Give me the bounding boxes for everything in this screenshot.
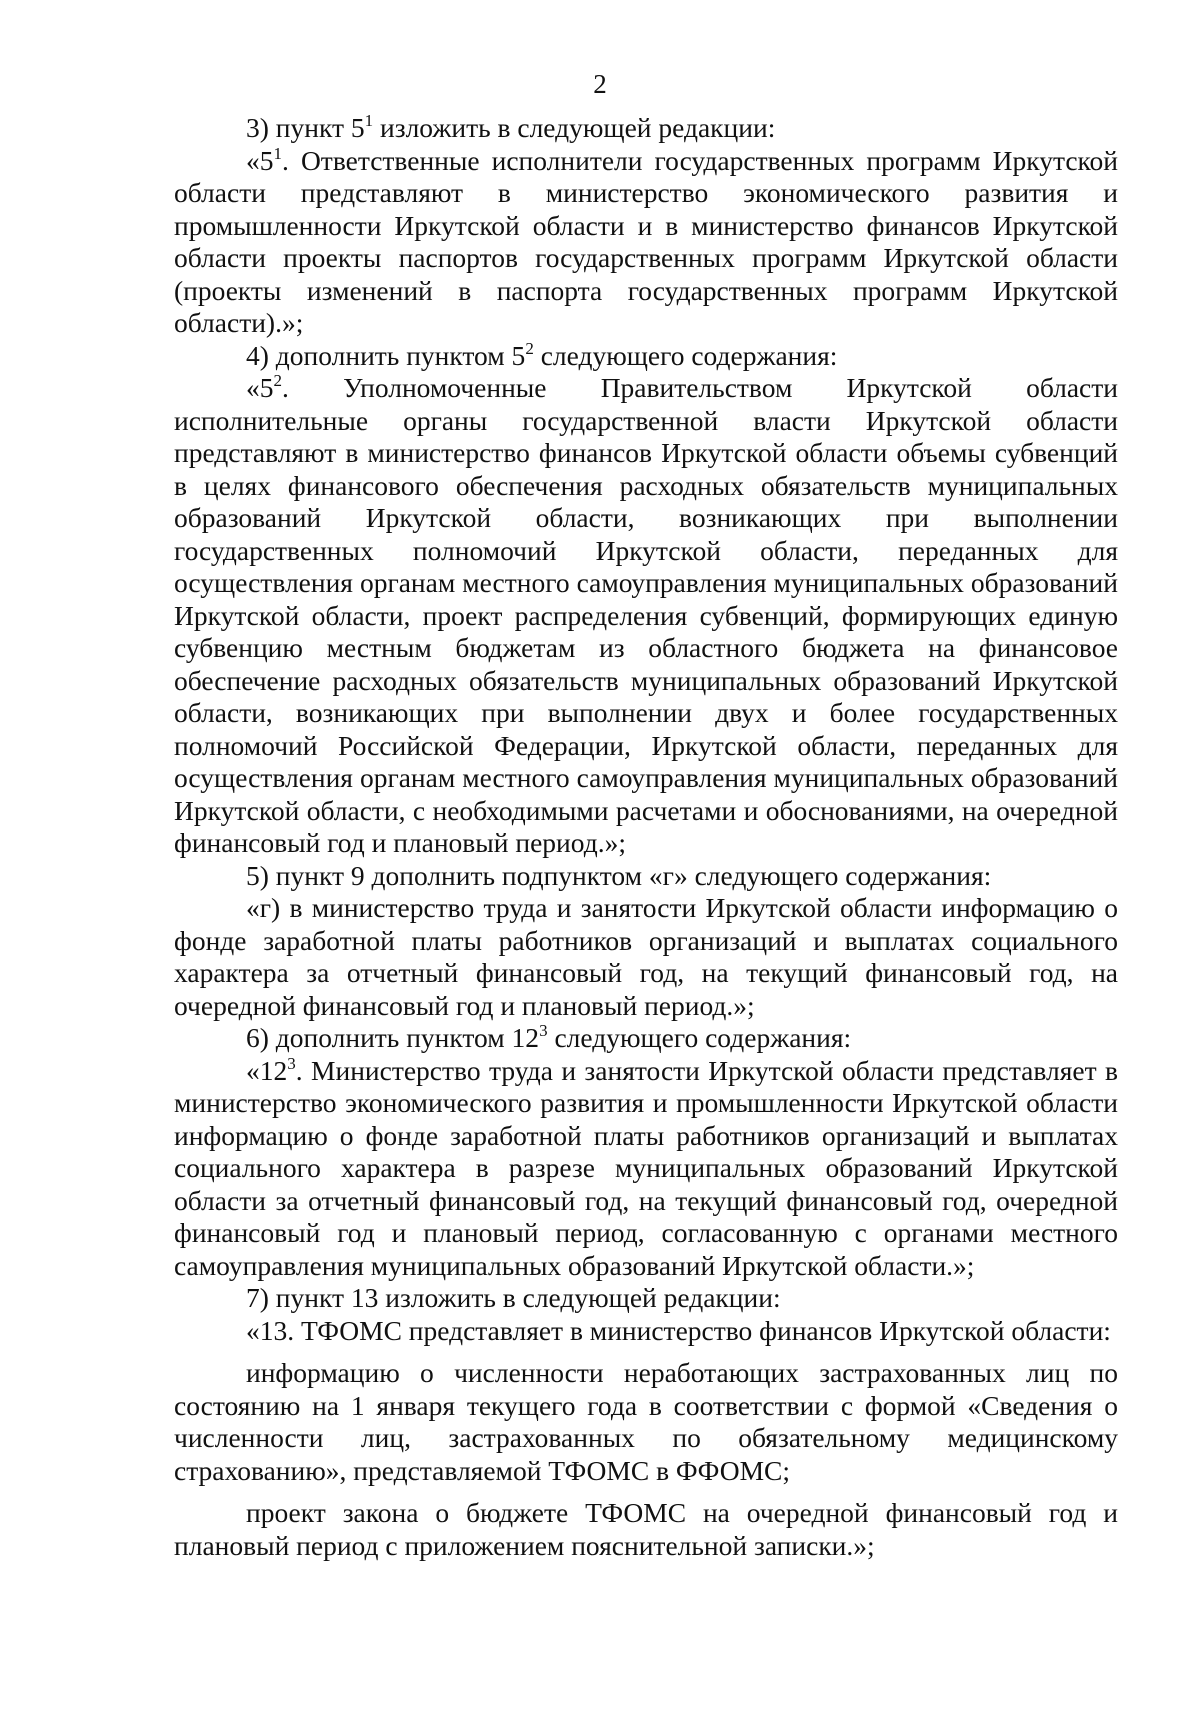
- paragraph-item-3: 3) пункт $5^1$ изложить в следующей редакции:: [246, 111, 776, 143]
- paragraph-item-13-text: «13. ТФОМС представляет в министерство финансов Иркутской области:: [246, 1314, 1111, 1346]
- paragraph-item-6: 6) дополнить пунктом $12^3$ следующего содержания:: [246, 1021, 852, 1053]
- paragraph-insured-info: информацию о численности неработающих застрахованных лиц по состоянию на 1 января текущего года в соответствии с формой «Сведения о численности лиц, застрахованных по обязательному медицинскому страхованию», представляемой ТФОМС в ФФОМС;: [174, 1357, 1118, 1486]
- paragraph-item-5: 5) пункт 9 дополнить подпунктом «г» следующего содержания:: [246, 859, 992, 891]
- document-body: [174, 112, 1118, 1562]
- page-number: 2: [593, 69, 607, 99]
- paragraph-budget-draft: проект закона о бюджете ТФОМС на очередной финансовый год и плановый период с приложением пояснительной записки.»;: [174, 1497, 1118, 1561]
- paragraph-item-4: 4) дополнить пунктом $5^2$ следующего содержания:: [246, 338, 838, 371]
- paragraph-item-7: 7) пункт 13 изложить в следующей редакции:: [246, 1282, 781, 1313]
- paragraph-item-5-2-text: «$5^2$. Уполномоченные Правительством Иркутской области исполнительные органы государственной власти Иркутской области представляют в министерство финансов Иркутской области объемы субвенций в целях финансового обеспечения расходных обязательств муниципальных образований Иркутской области, возникающих при выполнении государственных полномочий Иркутской области, переданных для осуществления органам местного самоуправления муниципальных образований Иркутской области, проект распределения субвенций, формирующих единую субвенцию местным бюджетам из областного бюджета на финансовое обеспечение расходных обязательств муниципальных образований Иркутской области, возникающих при выполнении двух и более государственных полномочий Российской Федерации, Иркутской области, переданных для осуществления органам местного самоуправления муниципальных образований Иркутской области, с необходимыми расчетами и обоснованиями, на очередной финансовый год и плановый период.»;: [174, 371, 1118, 858]
- paragraph-item-5-1-text: «$5^1$. Ответственные исполнители государственных программ Иркутской области представляют в министерство экономического развития и промышленности Иркутской области и в министерство финансов Иркутской области проекты паспортов государственных программ Иркутской области (проекты изменений в паспорта государственных программ Иркутской области).»;: [174, 143, 1118, 338]
- paragraph-item-12-3-text: «$12^3$. Министерство труда и занятости Иркутской области представляет в министерство экономического развития и промышленности Иркутской области информацию о фонде заработной платы работников организаций и выплатах социального характера в разрезе муниципальных образований Иркутской области за отчетный финансовый год, на текущий финансовый год, очередной финансовый год и плановый период, согласованную с органами местного самоуправления муниципальных образований Иркутской области.»;: [174, 1053, 1118, 1281]
- paragraph-item-9g-text: «г) в министерство труда и занятости Иркутской области информацию о фонде заработной платы работников организаций и выплатах социального характера за отчетный финансовый год, на текущий финансовый год, на очередной финансовый год и плановый период.»;: [174, 892, 1118, 1021]
